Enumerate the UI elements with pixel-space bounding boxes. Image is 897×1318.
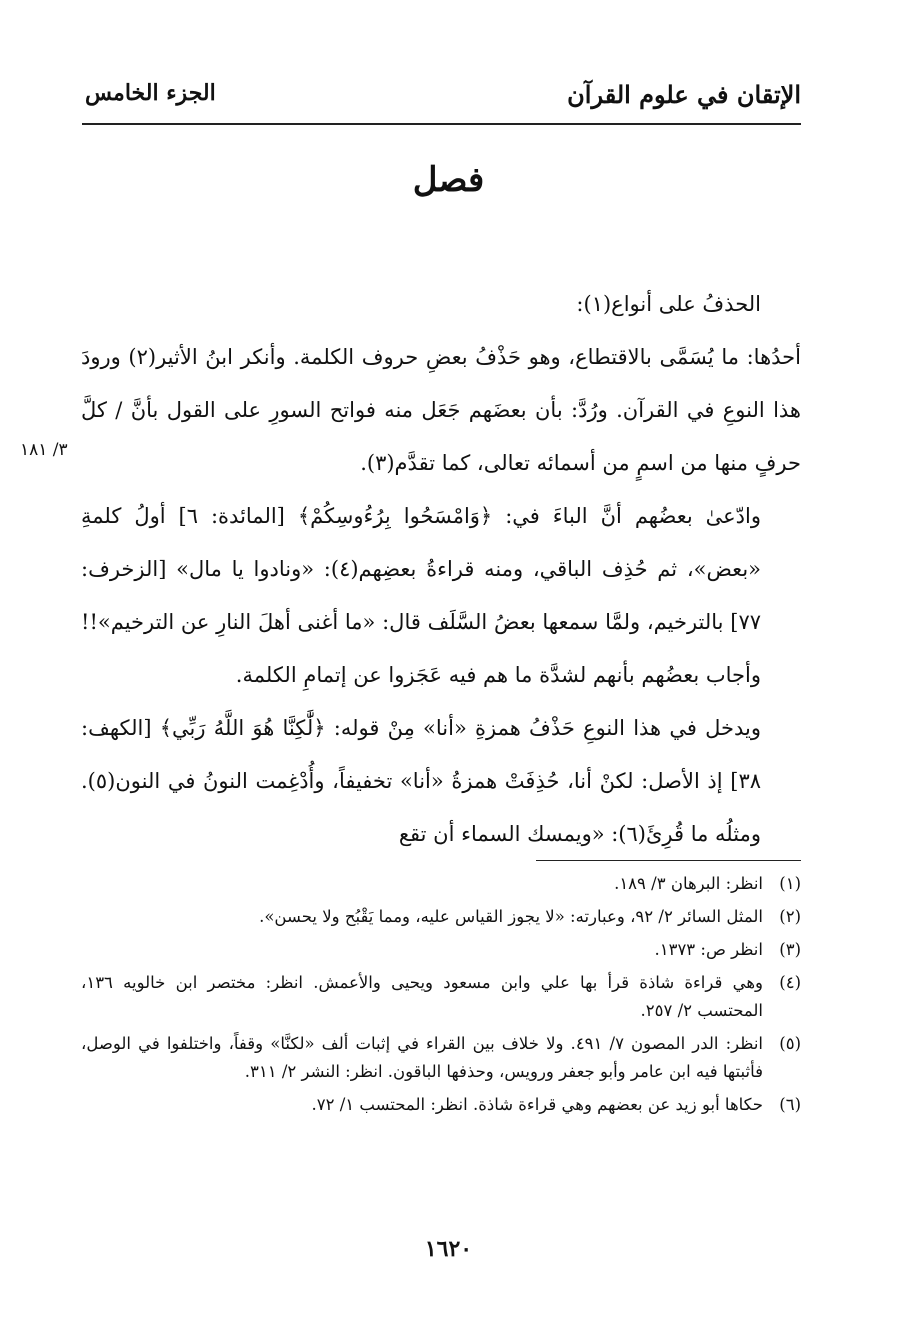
footnote-text: المثل السائر ٢/ ٩٢، وعبارته: «لا يجوز القياس عليه، ومما يَقْبُح ولا يحسن».	[259, 907, 763, 926]
footnote	[81, 969, 801, 1025]
footnote-number: (١)	[779, 874, 801, 893]
footnote	[81, 903, 801, 931]
book-title: الإتقان في علوم القرآن	[567, 80, 801, 109]
footnote-number: (٣)	[779, 940, 801, 959]
marginal-page-reference: ٣/ ١٨١	[20, 440, 68, 460]
footnote-number: (٦)	[779, 1095, 801, 1114]
footnote-text: وهي قراءة شاذة قرأ بها علي وابن مسعود ويحيى والأعمش. انظر: مختصر ابن خالويه ١٣٦، المحتسب ٢/ ٢٥٧.	[81, 973, 763, 1020]
page-number: ١٦٢٠	[424, 1236, 473, 1262]
volume-label: الجزء الخامس	[85, 80, 216, 106]
paragraph-ana: ويدخل في هذا النوعِ حَذْفُ همزةِ «أنا» مِنْ قوله: ﴿لَّٰكِنَّا هُوَ اللَّهُ رَبِّي﴾ [الكهف: ٣٨] إذ الأصل: لكنْ أنا، حُذِفَتْ همزةُ «أنا» تخفيفاً، وأُدْغِمت النونُ في النون(٥). ومثلُه ما قُرِئَ(٦): «ويمسك السماء أن تقع	[81, 716, 761, 846]
footnote-text: حكاها أبو زيد عن بعضهم وهي قراءة شاذة. انظر: المحتسب ١/ ٧٢.	[311, 1095, 763, 1114]
footnote-text: انظر ص: ١٣٧٣.	[654, 940, 763, 959]
paragraph-claim: وادّعىٰ بعضُهم أنَّ الباءَ في: ﴿وَامْسَحُوا بِرُءُوسِكُمْ﴾ [المائدة: ٦] أولُ كلمةِ «بعض»، ثم حُذِف الباقي، ومنه قراءةُ بعضِهم(٤): «ونادوا يا مال» [الزخرف: ٧٧] بالترخيم، ولمَّا سمعها بعضُ السَّلَف قال: «ما أغنى أهلَ النارِ عن الترخيم»!! وأجاب بعضُهم بأنهم لشدَّة ما هم فيه عَجَزوا عن إتمامِ الكلمة.	[81, 504, 762, 687]
footnote	[81, 870, 801, 898]
paragraph-intro: الحذفُ على أنواع(١):	[576, 292, 761, 316]
paragraph-first-type: أحدُها: ما يُسَمَّى بالاقتطاع، وهو حَذْفُ بعضِ حروف الكلمة. وأنكر ابنُ الأثير(٢) ورودَ هذا النوعِ في القرآن. ورُدَّ: بأن بعضَهم جَعَل منه فواتح السورِ على القول بأنَّ / كلَّ حرفٍ منها من اسمٍ من أسمائه تعالى، كما تقدَّم(٣).	[81, 345, 801, 475]
footnote-text: انظر: البرهان ٣/ ١٨٩.	[614, 874, 763, 893]
footnote-divider	[536, 860, 801, 861]
running-header	[85, 80, 801, 120]
footnote	[81, 1030, 801, 1086]
footnote	[81, 936, 801, 964]
footnote-number: (٤)	[779, 973, 801, 992]
header-divider	[82, 123, 801, 125]
footnote	[81, 1091, 801, 1119]
main-text	[81, 278, 801, 861]
footnote-number: (٢)	[779, 907, 801, 926]
footnote-text: انظر: الدر المصون ٧/ ٤٩١. ولا خلاف بين القراء في إثبات ألف «لكنَّا» وقفاً، واختلفوا في الوصل، فأثبتها فيه ابن عامر وأبو جعفر ورويس، وحذفها الباقون. انظر: النشر ٢/ ٣١١.	[81, 1034, 763, 1081]
footnote-number: (٥)	[779, 1034, 801, 1053]
section-title: فصل	[412, 160, 485, 200]
footnotes	[81, 870, 801, 1124]
